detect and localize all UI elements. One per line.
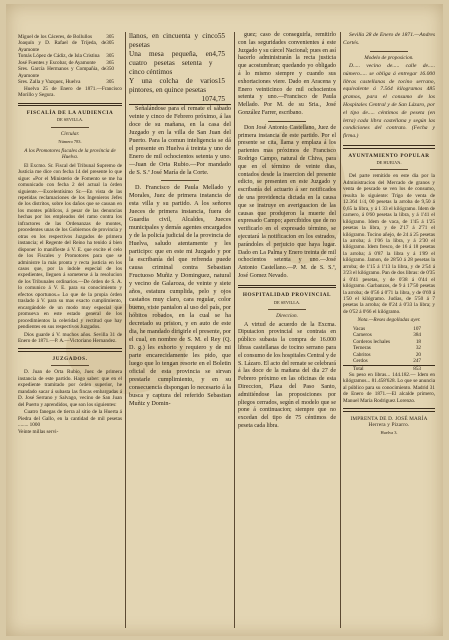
list-item: José Fuentes y Escobar, de Ayamonte 365	[18, 59, 114, 66]
list-item: Miguel de los Cáceres, de Bollullos 305	[18, 34, 114, 40]
section-divider	[238, 285, 336, 289]
signature-line: Sevilla 28 de Enero de 1871.—Andres Cortés.	[343, 32, 435, 46]
column-3	[238, 32, 336, 432]
short-rule	[161, 180, 199, 181]
list-item: Sres. Zalla y Vazquez, Huelva 305	[18, 79, 114, 86]
short-rule	[370, 51, 408, 52]
table-row: Terneras 32	[353, 345, 421, 352]
section-subheading: DE SEVILLA.	[56, 117, 84, 123]
table-row: Corderos lechales 18	[353, 338, 421, 345]
list-item: Joaquín y D. Rafael de Trijeda, de Ayamonte 305	[18, 40, 114, 53]
table-row: Cerdos 247	[343, 358, 435, 365]
section-divider	[343, 408, 435, 412]
column-1	[18, 34, 122, 437]
list-item: llanos, en cincuenta y cinco pesetas 55	[129, 32, 225, 49]
article-body: Señalándose para el remate el sábado veinte y cinco de Febrero próximo, á las doce de su mañana, en la casa del Juzgado y en la villa de San Juan del Puerto. Para la comun inteligencia se dá el presente en Huelva á treinta y uno de Enero de mil ochocientos setenta y uno.—Juan de Orta Rubio.—Por mandado de S. S.ª José María de la Corte.	[129, 105, 231, 176]
article-body: guez; caso de conseguirla, remitirlo con las seguridades convenientes á este Juzgado y su cárcel Nacional; pues en así hacerlo administrarán la recta justicia que acostumbran; quedando yo obligado á lo mismo siempre y cuando sus exhortaciones viere. Dado en Aracena y Enero veinticinco de mil ochocientos setenta y uno.—Francisco de Paula Mellado. Por M. de su Sria., José González Farrer, escribano.	[238, 32, 336, 116]
article-body: D. Francisco de Paula Mellado y Morales, Juez de primera instancia de esta villa y su partido. A los señores Jueces de primera instancia, fuera de Guardia civil, Alcaldes, Jueces municipales y demás agentes encargados y de la policía judicial de la provincia de Huelva, saludo atentamente y les participo: que en este mi Juzgado y por la escribanía del que refrenda puede causa criminal contra Sebastian Fructuoso Muñiz y Dominguez, natural y vecino de Galaroza, de veinte y siete años, estatura cumplida, pelo y ojos castaños muy claro, cara regular, color bueno, viste pantalon al uso del país, por hóbitos robados, en la cual se ha decretado su prision, y en auto de este dia, he mandado dirigirle el presente, por el cual, en nombre de S. M. el Rey (Q. D. g.) les exhorto y requiero y de mi parte encarecidamente les pido, que luego que lo tengan resorte en el Boletin oficial de esta provincia se sirvan prestarle cumplimiento, y en su consecuencia dispongan lo necesario á la busca y captura del referido Sebastian Muñiz y Domin-	[129, 184, 231, 407]
table-row: Carneros 384	[353, 332, 421, 339]
list-item: Sres. García Hermanos y Compañía, de Ayamonte 350	[18, 66, 114, 79]
contractor-list	[18, 34, 122, 86]
article-closing: Dios guarde á V. muchos años. Sevilla 31 de Enero de 1871.—P. A.—Victoriano Hernandez.	[18, 331, 122, 344]
short-rule	[51, 365, 89, 366]
total-row: 1074,75	[129, 95, 231, 105]
list-item: Una mesa pequeña, en cuatro pesetas setenta y cinco céntimos 4,75	[129, 50, 225, 76]
article-body: Veinte millas servi-	[18, 429, 59, 436]
reses-table	[343, 326, 435, 372]
column-2	[129, 32, 231, 409]
article-body: Su peso en libras... 144.182.— Idem en kilógramos... 81.458'628. Lo que se anuncia al público para su conocimiento. Madrid 31 de Enero de 1871.—El alcalde primero, Manuel María Rodriguez Lorenzo.	[343, 372, 435, 404]
model-title: Modelo de proposicion.	[364, 54, 414, 61]
short-rule	[268, 309, 306, 310]
short-rule	[268, 121, 306, 122]
table-row: Cabritos 20	[353, 351, 421, 358]
section-heading: FISCALÍA DE LA AUDIENCIA	[26, 110, 114, 117]
short-rule	[51, 127, 89, 128]
article-body: El Excmo. Sr. Fiscal del Tribunal Supremo de Justicia me dice con fecha 14 del presente lo que sigue: «Por el Ministerio de Fomento se me ha comunicado con fecha 2 del actual la órden siguiente.—Excelentísimo Sr.—En vista de las repetidas reclamaciones de los Ingenieros Jefes de los distritos, sobre los daños que se causan en los montes públicos, á pesar de las denuncias hechas por los empleados del ramo contra los infractores de las Ordenanzas de montes, procedentes unas de los Gobiernos de provincia y otras en los respectivos Juzgados de primera instancia; el Regente del Reino ha tenido á bien disponer lo manifieste á V. E. que excite el celo de los Fiscales y Promotores para que se administre la más pronta y recta justicia en los casos que, por la índole especial de los expedientes, lleguen á someterse á la resolucion de los Tribunales ordinarios.—De órden de S. A. lo comunico á V. E. para su conocimiento y efectos oportunos.» Lo que de la propia órden traslado á V. para su mas exacto cumplimiento, encargándole de un modo muy especial que promueva en este estado general de los procedimientos la celeridad y rectitud que hay pendientes en sus respectivos Juzgados.	[18, 162, 122, 331]
circular-title: Circular.	[60, 130, 80, 137]
article-body: Del parte remitido en este dia por la Administracion del Mercado de granos y venta de pescado se ven los de consumo, resulta lo siguiente: Trigo de venta de 12.364 1/4, 00 pesetas la arroba de 9,50 á 0,65 la libra, y á 1 33 el kilógramo. Idem de carnero, á 0'60 pesetas la libra, y á 1'41 el kilógramo. Idem de vaca, de 1'45 á 1'25 pesetas la libra, y de 2'17 á 2'71 el kilógramo. Tocino añejo, de 24 á 25 pesetas la arroba; á 1'06 la libra, y á 2'30 el kilógramo. Idem fresco, de 16 á 18 pesetas la arroba; á 0'87 la libra y á 1'89 el kilógramo. Jamon, de 28'50 á 28 pesetas la arroba; de 1'15 á 1'13 la libra, y de 2'54 á 3'23 el kilógramo. Pan de dos libras: de 0'35 á 0'41 pesetas, y de 0'38 á 0'44 el kilógramo. Garbanzos, de 9 á 17'50 pesetas la arroba; de 0'56 á 0'71 la libra, y de 0'69 á 1'50 el kilógramo. Judías, de 5'50 á 7 pesetas la arroba; de 0'24 á 0'33 la libra; y de 0'52 á 0'66 el kilógramo.	[343, 173, 435, 315]
section-divider	[18, 103, 122, 107]
section-divider	[18, 348, 122, 352]
section-subheading: DE SEVILLA.	[273, 299, 301, 305]
table-row: Vacas 107	[353, 325, 421, 332]
signature-line: Huelva 25 de Enero de 1871.—Francisco Morillo y Segura.	[18, 85, 122, 99]
imprint: IMPRENTA DE D. JOSÉ MARÍA Herrera y Pizarro.	[350, 415, 428, 429]
nota-title: Nota.—Reses degolladas ayer.	[357, 317, 421, 324]
article-body: Cuatro fanegas de tierra al sitio de la Huerta á Piedra del Gallo, en la cantidad de mil pesetas ........ 1000	[18, 409, 122, 429]
addressee: A los Promotores fiscales de la provincia de Huelva.	[24, 147, 116, 161]
section-heading: AYUNTAMIENTO POPULAR	[348, 152, 430, 159]
column-divider	[125, 32, 126, 628]
column-divider	[234, 32, 235, 628]
newspaper-page	[6, 4, 443, 636]
circular-number: Número 783.	[58, 139, 82, 145]
column-4	[343, 32, 435, 438]
imprint-city: Huelva 3.	[380, 429, 398, 435]
section-heading: HOSPITALIDAD PROVINCIAL	[242, 292, 332, 299]
list-item: Y una colcha de varios pintores, en quince pesetas 15	[129, 77, 225, 94]
short-rule	[370, 169, 408, 170]
model-text: D..... vecino de..... calle de..... número..... se obliga á entregar 16.000 libras castellanas de tocino serrano, equivalente á 7.564 kilogramos 485 gramos, para el consumo de los Hospitales Central y de San Lázaro, por el tipo de..... céntimos de peseta (en letra) cada libra castellana y según las condiciones del contrato. (Fecha y firma.)	[343, 63, 435, 140]
column-divider	[340, 32, 341, 628]
table-total-row: Total 853	[353, 365, 421, 372]
section-subheading: DE HUELVA.	[376, 159, 402, 165]
list-item: Tomás López de Cádiz, de Isla Cristina 305	[18, 53, 114, 60]
direccion-title: Direccion.	[276, 313, 298, 320]
article-body: A virtud de acuerdo de la Excma. Diputacion provincial se contrata en público subasta la compra de 16.000 libras castellanas de tocino serrano para el consumo de los hospitales Central y de S. Lázaro. El acto del remate se celebrará á las doce de la mañana del dia 27 de Febrero próximo en las oficinas de esta Direccion, Plaza del Paso Santo, admitiéndose las proposiciones por pliegos cerrados, según el modelo que se pone á continuacion; siempre que no excedan del tipo de 75 céntimos de peseta cada libra.	[238, 321, 336, 429]
auction-items	[129, 32, 231, 105]
section-divider	[343, 145, 435, 149]
section-heading: JUZGADOS.	[52, 355, 88, 362]
article-body: Don José Antonio Castellano, Juez de primera instancia de este partido. Por el presente se cita, llama y emplaza á los parientes mas próximos de Francisco Rodrigo Campo, natural de Chiva, para que en el término de veinte dias, contados desde la insercion del presente edicto, se presenten en este Juzgado y escribanía del actuario á ser notificados de una providencia dictada en la causa que se instruye en averiguacion de las causas que produjeron la muerte del expresado Campo; apercibidos que de no verificarlo en el expresado término, se ejecutará la notificacion en los estrados, parándoles el perjuicio que haya lugar. Dado en La Palma y Enero treinta de mil ochocientos setenta y uno.—José Antonio Castellano.—P. M. de S. S.ª, José Gomez Nevado.	[238, 124, 336, 279]
article-body: D. Juan de Orta Rubio, Juez de primera instancia de este partido. Hago saber: que en el expediente tramitado por órden superior, he mandado sacar á subasta las fincas embargadas á D. José Serrano y Salvago, vecino de San Juan del Puerto y aprendidos, que son los siguientes:	[18, 369, 122, 408]
